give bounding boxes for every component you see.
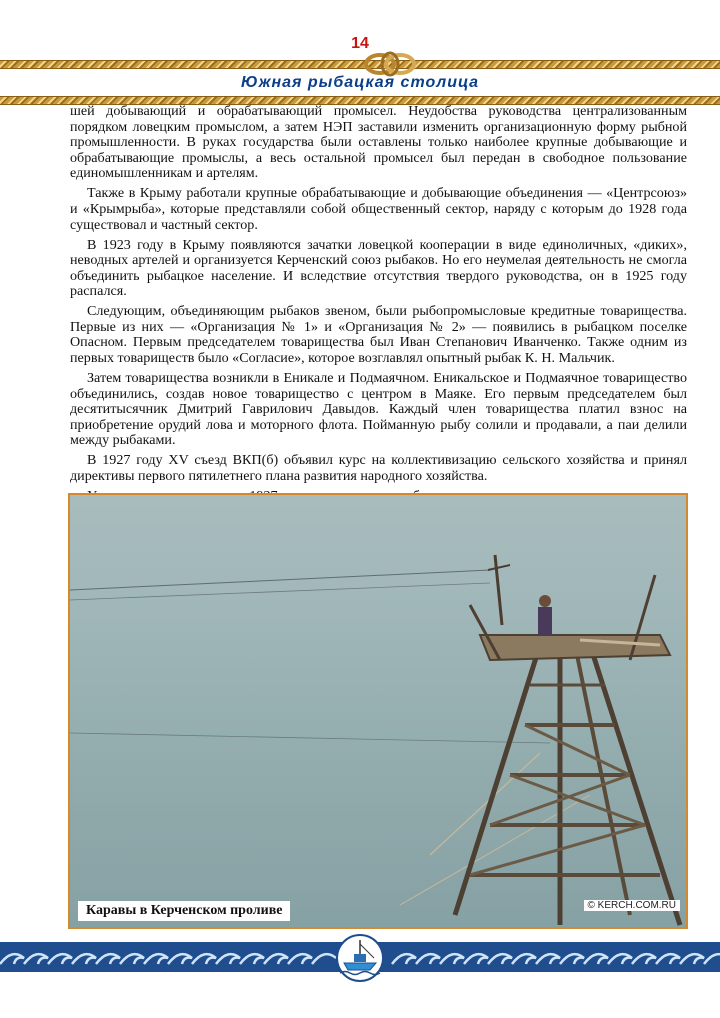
page-number: 14: [351, 35, 369, 52]
fishing-boat-icon: [330, 932, 390, 982]
photo-credit: © KERCH.COM.RU: [584, 900, 680, 911]
photo-caption: Каравы в Керченском проливе: [78, 901, 290, 921]
running-title: Южная рыбацкая столица: [241, 74, 479, 91]
paragraph: В 1923 году в Крыму появляются зачатки ловецкой кооперации в виде единоличных, «диких», неводных артелей и организуется Керченский союз рыбаков. Но его неумелая деятельность не смогла объединить рыбацкое население. И вследствие отсутствия твердого руководства, он в 1925 году распался.: [70, 236, 687, 300]
paragraph: Также в Крыму работали крупные обрабатывающие и добывающие объединения — «Центрсоюз» и «Крымрыба», которые представляли собой общественный сектор, наряду с которым до 1928 года существовал и частный сектор.: [70, 185, 687, 233]
paragraph: Затем товарищества возникли в Еникале и Подмаячном. Еникальское и Подмаячное товарищество объединились, создав новое товарищество с центром в Маяке. Его первым председателем был десятитысячник Дмитрий Гаврилович Давыдов. Каждый член товарищества платил взнос на приобретение орудий лова и моторного флота. Пойманную рыбу солили и продавали, а паи делили между рыбаками.: [70, 370, 687, 449]
paragraph: В 1927 году XV съезд ВКП(б) объявил курс на коллективизацию сельского хозяйства и принял директивы первого пятилетнего плана развития народного хозяйства.: [70, 452, 687, 485]
karava-illustration: [70, 495, 686, 927]
article-body: [70, 104, 687, 540]
paragraph: шей добывающий и обрабатывающий промысел. Неудобства руководства централизованным порядком ловецким промыслом, а затем НЭП заставили изменить организационную форму рыбной промышленности. В руках государства были оставлены только наиболее крупные добывающие и обрабатывающие промыслы, а весь остальной промысел был передан в свободное пользование единомышленникам и артелям.: [70, 103, 687, 182]
rope-border-top: [0, 60, 720, 69]
karava-photo: [68, 493, 688, 929]
paragraph: Следующим, объединяющим рыбаков звеном, были рыбопромысловые кредитные товарищества. Первые из них — «Организация № 1» и «Организация № 2» — появились в рыбацком поселке Опасном. Первым председателем товарищества был Иван Степанович Иванченко. Также одним из первых товариществ было «Согласие», которое возглавлял опытный рыбак К. Н. Мальчик.: [70, 303, 687, 367]
